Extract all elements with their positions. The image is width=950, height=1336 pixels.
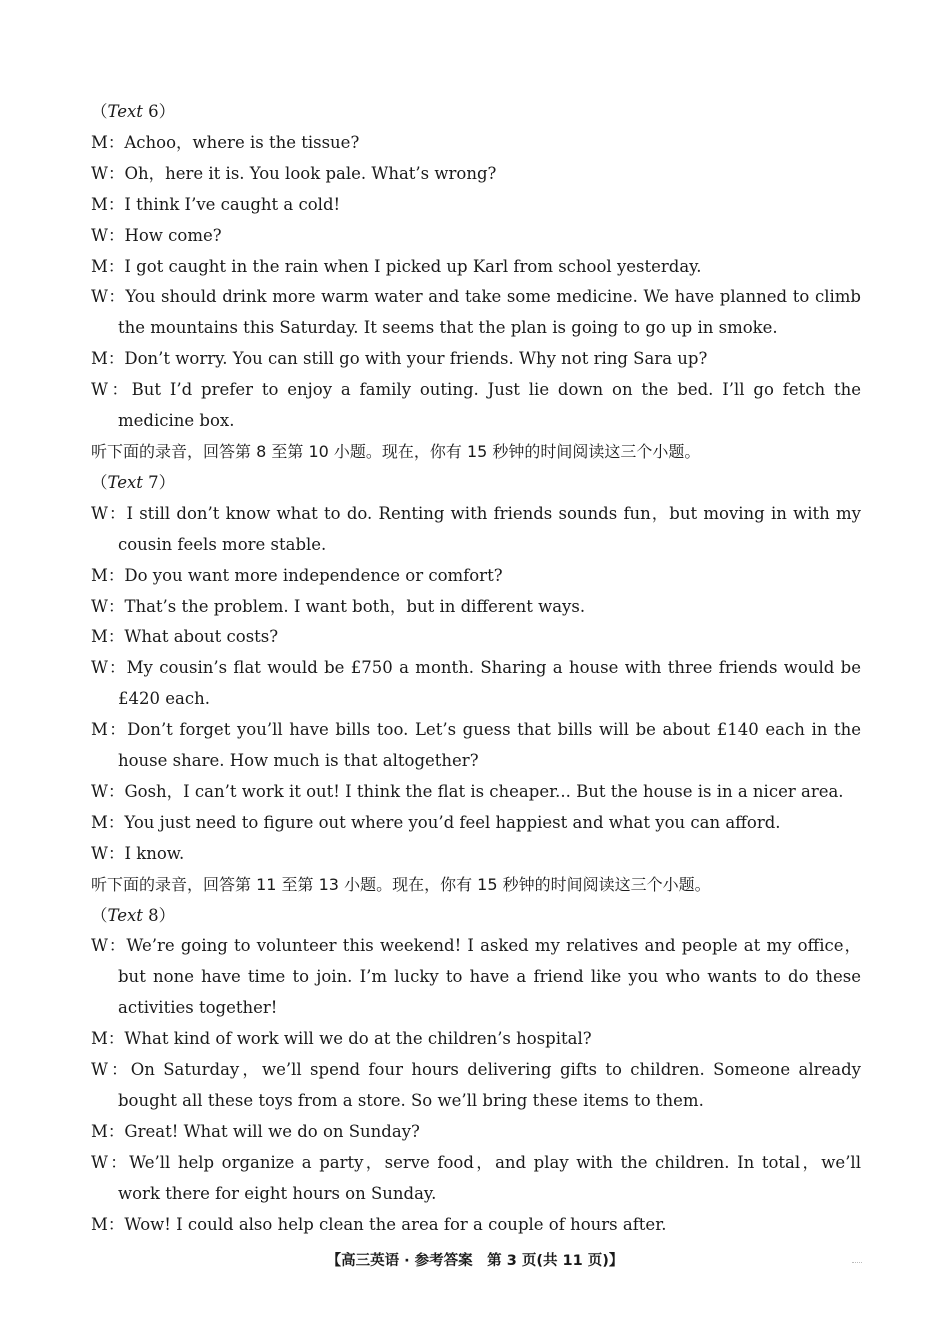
section-label-open: （ — [91, 905, 108, 925]
section-label-number: 7） — [142, 472, 176, 492]
listening-instruction: 听下面的录音，回答第 8 至第 10 小题。现在，你有 15 秒钟的时间阅读这三个小题。 — [91, 441, 701, 461]
section-label-number: 6） — [142, 102, 176, 121]
section-label-text-8 — [91, 901, 861, 932]
dialogue-line: W：How come? — [91, 225, 222, 245]
dialogue-line: M：Don’t worry. You can still go with your friends. Why not ring Sara up? — [91, 349, 708, 369]
dialogue-line: M：Do you want more independence or comfort? — [91, 565, 503, 585]
dialogue-line: W：Gosh，I can’t work it out! I think the flat is cheaper... But the house is in a nicer area. — [91, 781, 844, 801]
dialogue-line: W：You should drink more warm water and take some medicine. We have planned to climb the mountains this Saturday. It seems that the plan is going to go up in smoke. — [91, 287, 861, 338]
dialogue-line: M：I think I’ve caught a cold! — [91, 194, 341, 214]
dialogue-line: M：I got caught in the rain when I picked up Karl from school yesterday. — [91, 256, 702, 276]
dialogue-line: M：You just need to figure out where you’d feel happiest and what you can afford. — [91, 812, 781, 832]
section-label-open: （ — [91, 472, 108, 492]
scan-mark — [852, 1262, 862, 1264]
section-label-open: （ — [91, 102, 108, 121]
section-label-text-7 — [91, 468, 861, 499]
dialogue-line: W：On Saturday，we’ll spend four hours delivering gifts to children. Someone already bought all these toys from a store. So we’ll bring these items to them. — [91, 1060, 861, 1110]
dialogue-line: W：That’s the problem. I want both，but in different ways. — [91, 596, 586, 616]
page-footer: 【高三英语 · 参考答案 第 3 页(共 11 页)】 — [326, 1253, 624, 1269]
listening-instruction: 听下面的录音，回答第 11 至第 13 小题。现在，你有 15 秒钟的时间阅读这三个小题。 — [91, 874, 711, 894]
dialogue-line: W：But I’d prefer to enjoy a family outing. Just lie down on the bed. I’ll go fetch the medicine box. — [91, 380, 861, 431]
dialogue-line: M：What kind of work will we do at the children’s hospital? — [91, 1029, 592, 1049]
dialogue-line: W：I know. — [91, 843, 185, 863]
dialogue-line: W：Oh，here it is. You look pale. What’s wrong? — [91, 163, 497, 183]
section-label-number: 8） — [142, 905, 176, 925]
dialogue-line: W：I still don’t know what to do. Renting with friends sounds fun，but moving in with my cousin feels more stable. — [91, 503, 861, 554]
section-label-word: Text — [107, 905, 143, 925]
dialogue-line: M：Achoo，where is the tissue? — [91, 132, 360, 152]
dialogue-line: M：Great! What will we do on Sunday? — [91, 1121, 420, 1141]
section-label-word: Text — [107, 102, 143, 121]
dialogue-line: W：We’re going to volunteer this weekend! I asked my relatives and people at my office，but none have time to join. I’m lucky to have a friend like you who wants to do these activities together! — [91, 936, 861, 1018]
dialogue-line: M：Don’t forget you’ll have bills too. Let’s guess that bills will be about £140 each in the house share. How much is that altogether? — [91, 720, 861, 771]
section-label-text-6 — [91, 97, 861, 128]
dialogue-line: M：Wow! I could also help clean the area for a couple of hours after. — [91, 1214, 667, 1234]
dialogue-line: W：We’ll help organize a party，serve food，and play with the children. In total，we’ll work there for eight hours on Sunday. — [91, 1152, 861, 1203]
dialogue-line: M：What about costs? — [91, 627, 279, 647]
transcript-body — [91, 97, 861, 1241]
dialogue-line: W：My cousin’s flat would be £750 a month. Sharing a house with three friends would be £420 each. — [91, 658, 861, 709]
section-label-word: Text — [107, 472, 143, 492]
